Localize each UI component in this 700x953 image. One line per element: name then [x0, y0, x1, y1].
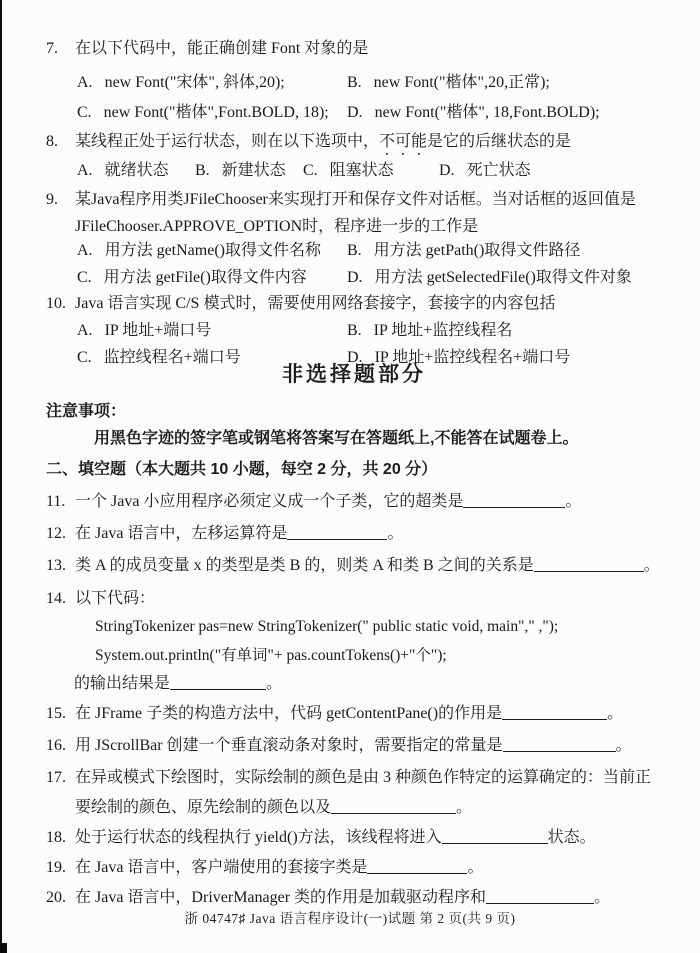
- fill-pre-text: 在 JFrame 子类的构造方法中，代码 getContentPane()的作用是: [75, 705, 503, 722]
- question-text: 某Java程序用类JFileChooser来实现打开和保存文件对话框。当对话框的返回值是JFileChooser.APPROVE_OPTION时，程序进一步的工作是: [75, 191, 636, 235]
- fill-pre-text: 在异或模式下绘图时，实际绘制的颜色是由 3 种颜色作特定的运算确定的：当前正要绘制的颜色、原先绘制的颜色以及: [75, 769, 652, 816]
- question-text: [75, 131, 662, 159]
- page-footer: 浙 04747♯ Java 语言程序设计(一)试题 第 2 页(共 9 页): [184, 911, 516, 926]
- option-text: 死亡状态: [466, 162, 531, 179]
- question-text: [75, 763, 662, 823]
- question-text: [75, 523, 662, 545]
- blank-line: [287, 525, 387, 540]
- option: [77, 320, 347, 342]
- option: [77, 267, 347, 289]
- option-text: IP 地址+监控线程名+端口号: [374, 349, 571, 366]
- option-text: IP 地址+监控线程名: [373, 322, 513, 339]
- option: [77, 240, 347, 262]
- question-text: [75, 735, 662, 757]
- fill-pre-text: 一个 Java 小应用程序必须定义成一个子类，它的超类是: [75, 493, 464, 510]
- question-20: [46, 887, 662, 909]
- question-13: [46, 555, 662, 577]
- question-7: [46, 38, 662, 60]
- fill-pre-text: 处于运行状态的线程执行 yield()方法，该线程将进入: [75, 829, 442, 846]
- question-number: 17.: [46, 769, 66, 786]
- fill-post-text: 。: [607, 705, 624, 722]
- option: [77, 72, 347, 94]
- option-label: A.: [77, 162, 93, 179]
- option-text: new Font("楷体", 18,Font.BOLD);: [374, 104, 600, 121]
- question-text: 以下代码：: [75, 590, 156, 607]
- option-text: 新建状态: [221, 162, 286, 179]
- option: [77, 102, 347, 124]
- question-7-options-row-2: [46, 102, 662, 124]
- fill-pre-text: 类 A 的成员变量 x 的类型是类 B 的，则类 A 和类 B 之间的关系是: [75, 557, 534, 574]
- question-14: [46, 588, 662, 610]
- option-label: D.: [347, 349, 363, 366]
- option-label: A.: [77, 322, 93, 339]
- fill-pre-text: 在 Java 语言中，DriverManager 类的作用是加载驱动程序和: [75, 889, 487, 906]
- question-7-options-row-1: [46, 72, 662, 94]
- option-label: C.: [77, 349, 92, 366]
- option-text: 阻塞状态: [329, 162, 394, 179]
- question-12: [46, 523, 662, 545]
- question-10-options-row-1: [46, 320, 662, 342]
- option-label: B.: [347, 322, 362, 339]
- option: [303, 160, 439, 182]
- option-text: IP 地址+端口号: [104, 322, 212, 339]
- fill-post-text: 。: [387, 525, 404, 542]
- question-number: 14.: [46, 590, 66, 607]
- question-number: 20.: [46, 889, 66, 906]
- question-number: 9.: [46, 191, 58, 208]
- option-text: 监控线程名+端口号: [103, 349, 241, 366]
- fill-post-text: 状态。: [547, 829, 596, 846]
- blank-line: [331, 799, 456, 814]
- blank-line: [502, 705, 607, 720]
- question-text: [75, 703, 662, 725]
- question-text: [75, 857, 662, 879]
- question-text-post: 是它的后继状态的是: [427, 133, 572, 150]
- question-text: [75, 555, 662, 577]
- question-number: 7.: [46, 40, 58, 57]
- option-label: B.: [195, 162, 210, 179]
- option-text: new Font("楷体",20,正常);: [373, 74, 550, 91]
- option: [347, 102, 662, 124]
- scan-edge-artifact: [0, 0, 2, 953]
- blank-line: [170, 675, 266, 690]
- blank-line: [463, 493, 565, 508]
- question-14-code-line-2: System.out.println("有单词"+ pas.countTokens()+"个");: [95, 647, 447, 664]
- option: [77, 160, 195, 182]
- fill-pre-text: 在 Java 语言中，左移运算符是: [75, 525, 288, 542]
- question-14-result: [46, 673, 662, 695]
- option-label: C.: [77, 104, 92, 121]
- notice-label: 注意事项：: [46, 403, 127, 420]
- blank-line: [367, 859, 467, 874]
- scan-corner-artifact: [0, 943, 7, 953]
- blank-line: [534, 557, 644, 572]
- question-15: [46, 703, 662, 725]
- question-number: 15.: [46, 705, 66, 722]
- question-text: [75, 491, 662, 513]
- fill-post-text: 。: [643, 557, 660, 574]
- option-label: D.: [347, 269, 363, 286]
- fill-post-text: 。: [467, 859, 484, 876]
- option: [347, 72, 662, 94]
- question-14-code-line-1: StringTokenizer pas=new StringTokenizer(" public static void, main"," ,");: [95, 618, 559, 635]
- option-label: D.: [439, 162, 455, 179]
- question-number: 10.: [46, 295, 66, 312]
- fill-post-text: 。: [266, 675, 283, 692]
- option: [347, 240, 662, 262]
- fill-pre-text: 的输出结果是: [74, 675, 171, 692]
- question-number: 11.: [46, 493, 66, 510]
- section-heading: 非选择题部分: [282, 363, 426, 386]
- option-label: D.: [347, 104, 363, 121]
- question-text: Java 语言实现 C/S 模式时，需要使用网络套接字，套接字的内容包括: [75, 295, 556, 312]
- question-17: [46, 763, 662, 823]
- option: [347, 320, 662, 342]
- question-8: [46, 131, 662, 159]
- question-19: [46, 857, 662, 879]
- blank-line: [486, 889, 594, 904]
- option-label: C.: [303, 162, 318, 179]
- fill-post-text: 。: [456, 799, 473, 816]
- question-text: 在以下代码中，能正确创建 Font 对象的是: [75, 40, 369, 57]
- option-label: A.: [77, 74, 93, 91]
- question-text-pre: 某线程正处于运行状态，则在以下选项中，: [75, 133, 380, 150]
- blank-line: [503, 737, 616, 752]
- part2-title: 二、填空题（本大题共 10 小题，每空 2 分，共 20 分）: [46, 461, 438, 478]
- option-label: B.: [347, 242, 362, 259]
- question-18: [46, 827, 662, 849]
- blank-line: [442, 829, 548, 844]
- option-label: A.: [77, 242, 93, 259]
- notice-text: 用黑色字迹的签字笔或钢笔将答案写在答题纸上,不能答在试题卷上。: [94, 430, 579, 447]
- question-8-options-row: [46, 160, 662, 182]
- question-text: [75, 827, 662, 849]
- option-text: 就绪状态: [104, 162, 169, 179]
- question-11: [46, 491, 662, 513]
- option-text: 用方法 getName()取得文件名称: [104, 242, 321, 259]
- fill-pre-text: 用 JScrollBar 创建一个垂直滚动条对象时，需要指定的常量是: [75, 737, 503, 754]
- question-number: 12.: [46, 525, 66, 542]
- question-9: [46, 186, 662, 240]
- question-number: 19.: [46, 859, 66, 876]
- emphasized-text: 不可能: [379, 133, 428, 150]
- option-text: 用方法 getPath()取得文件路径: [373, 242, 581, 259]
- question-9-options-row-2: [46, 267, 662, 289]
- question-number: 8.: [46, 133, 58, 150]
- question-number: 18.: [46, 829, 66, 846]
- option-text: new Font("楷体",Font.BOLD, 18);: [103, 104, 329, 121]
- fill-pre-text: 在 Java 语言中，客户端使用的套接字类是: [75, 859, 368, 876]
- question-text: [75, 887, 662, 909]
- option-label: C.: [77, 269, 92, 286]
- question-number: 13.: [46, 557, 66, 574]
- fill-post-text: 。: [594, 889, 611, 906]
- fill-post-text: 。: [565, 493, 582, 510]
- option: [347, 267, 662, 289]
- question-16: [46, 735, 662, 757]
- option-text: 用方法 getSelectedFile()取得文件对象: [374, 269, 632, 286]
- question-number: 16.: [46, 737, 66, 754]
- fill-post-text: 。: [615, 737, 632, 754]
- option-text: 用方法 getFile()取得文件内容: [103, 269, 307, 286]
- option-label: B.: [347, 74, 362, 91]
- option: [439, 160, 662, 182]
- option-text: new Font("宋体", 斜体,20);: [104, 74, 285, 91]
- question-10: [46, 293, 662, 315]
- question-9-options-row-1: [46, 240, 662, 262]
- option: [195, 160, 303, 182]
